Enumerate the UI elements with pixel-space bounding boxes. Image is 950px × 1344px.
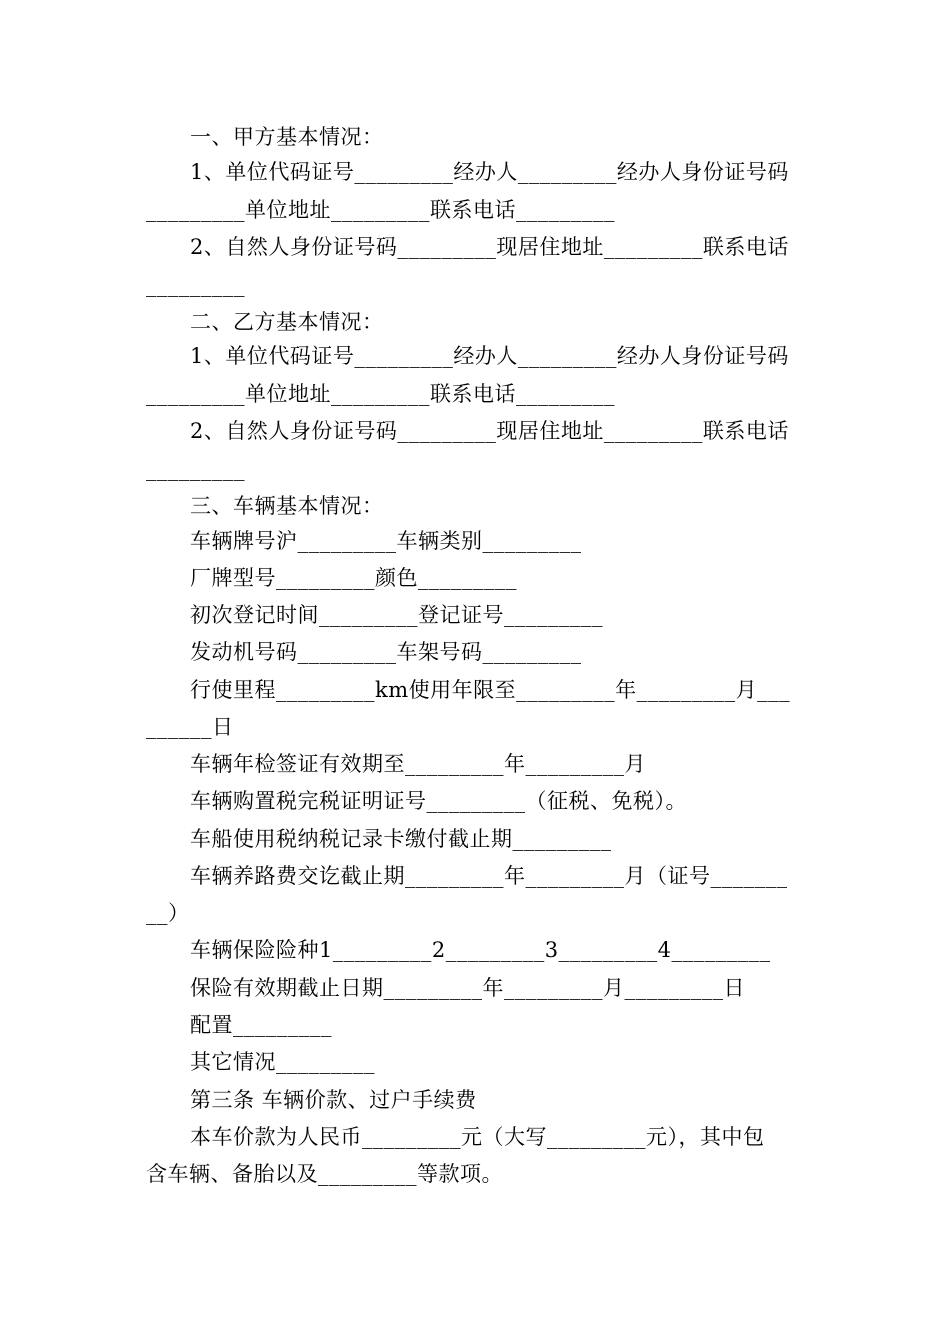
vehicle-registration-line: 初次登记时间_________登记证号_________	[190, 603, 603, 627]
vehicle-insurance-line: 车辆保险险种1_________2_________3_________4_________	[190, 938, 771, 962]
section-heading-vehicle: 三、车辆基本情况：	[190, 494, 384, 518]
party-a-person-line-cont: _________	[146, 273, 245, 297]
vehicle-model-line: 厂牌型号_________颜色_________	[190, 566, 517, 590]
price-line-cont: 含车辆、备胎以及_________等款项。	[146, 1162, 503, 1186]
vehicle-engine-line: 发动机号码_________车架号码_________	[190, 640, 582, 664]
vehicle-plate-line: 车辆牌号沪_________车辆类别_________	[190, 529, 582, 553]
party-b-unit-line-cont: _________单位地址_________联系电话_________	[146, 382, 615, 406]
section-heading-party-b: 二、乙方基本情况：	[190, 310, 384, 334]
price-line: 本车价款为人民币_________元（大写_________元），其中包	[190, 1125, 765, 1149]
insurance-expiry-line: 保险有效期截止日期_________年_________月_________日	[190, 976, 745, 1000]
party-b-person-line: 2、自然人身份证号码_________现居住地址_________联系电话	[190, 419, 789, 443]
vehicle-purchase-tax-line: 车辆购置税完税证明证号_________（征税、免税）。	[190, 789, 687, 813]
party-a-person-line: 2、自然人身份证号码_________现居住地址_________联系电话	[190, 235, 789, 259]
vehicle-mileage-line: 行使里程_________km使用年限至_________年_________月___	[190, 678, 791, 702]
vehicle-inspection-line: 车辆年检签证有效期至_________年_________月	[190, 752, 646, 776]
party-a-unit-line: 1、单位代码证号_________经办人_________经办人身份证号码	[190, 160, 789, 184]
party-b-person-line-cont: _________	[146, 457, 245, 481]
party-b-unit-line: 1、单位代码证号_________经办人_________经办人身份证号码	[190, 344, 789, 368]
section-heading-party-a: 一、甲方基本情况：	[190, 125, 384, 149]
vehicle-mileage-line-cont: ______日	[146, 715, 234, 739]
vehicle-vessel-tax-line: 车船使用税纳税记录卡缴付截止期_________	[190, 827, 612, 851]
vehicle-road-fee-line: 车辆养路费交讫截止期_________年_________月（证号_______	[190, 864, 788, 888]
configuration-line: 配置_________	[190, 1013, 332, 1037]
other-info-line: 其它情况_________	[190, 1050, 375, 1074]
party-a-unit-line-cont: _________单位地址_________联系电话_________	[146, 198, 615, 222]
article-three-heading: 第三条 车辆价款、过户手续费	[190, 1088, 477, 1112]
vehicle-road-fee-line-cont: __）	[146, 901, 190, 925]
